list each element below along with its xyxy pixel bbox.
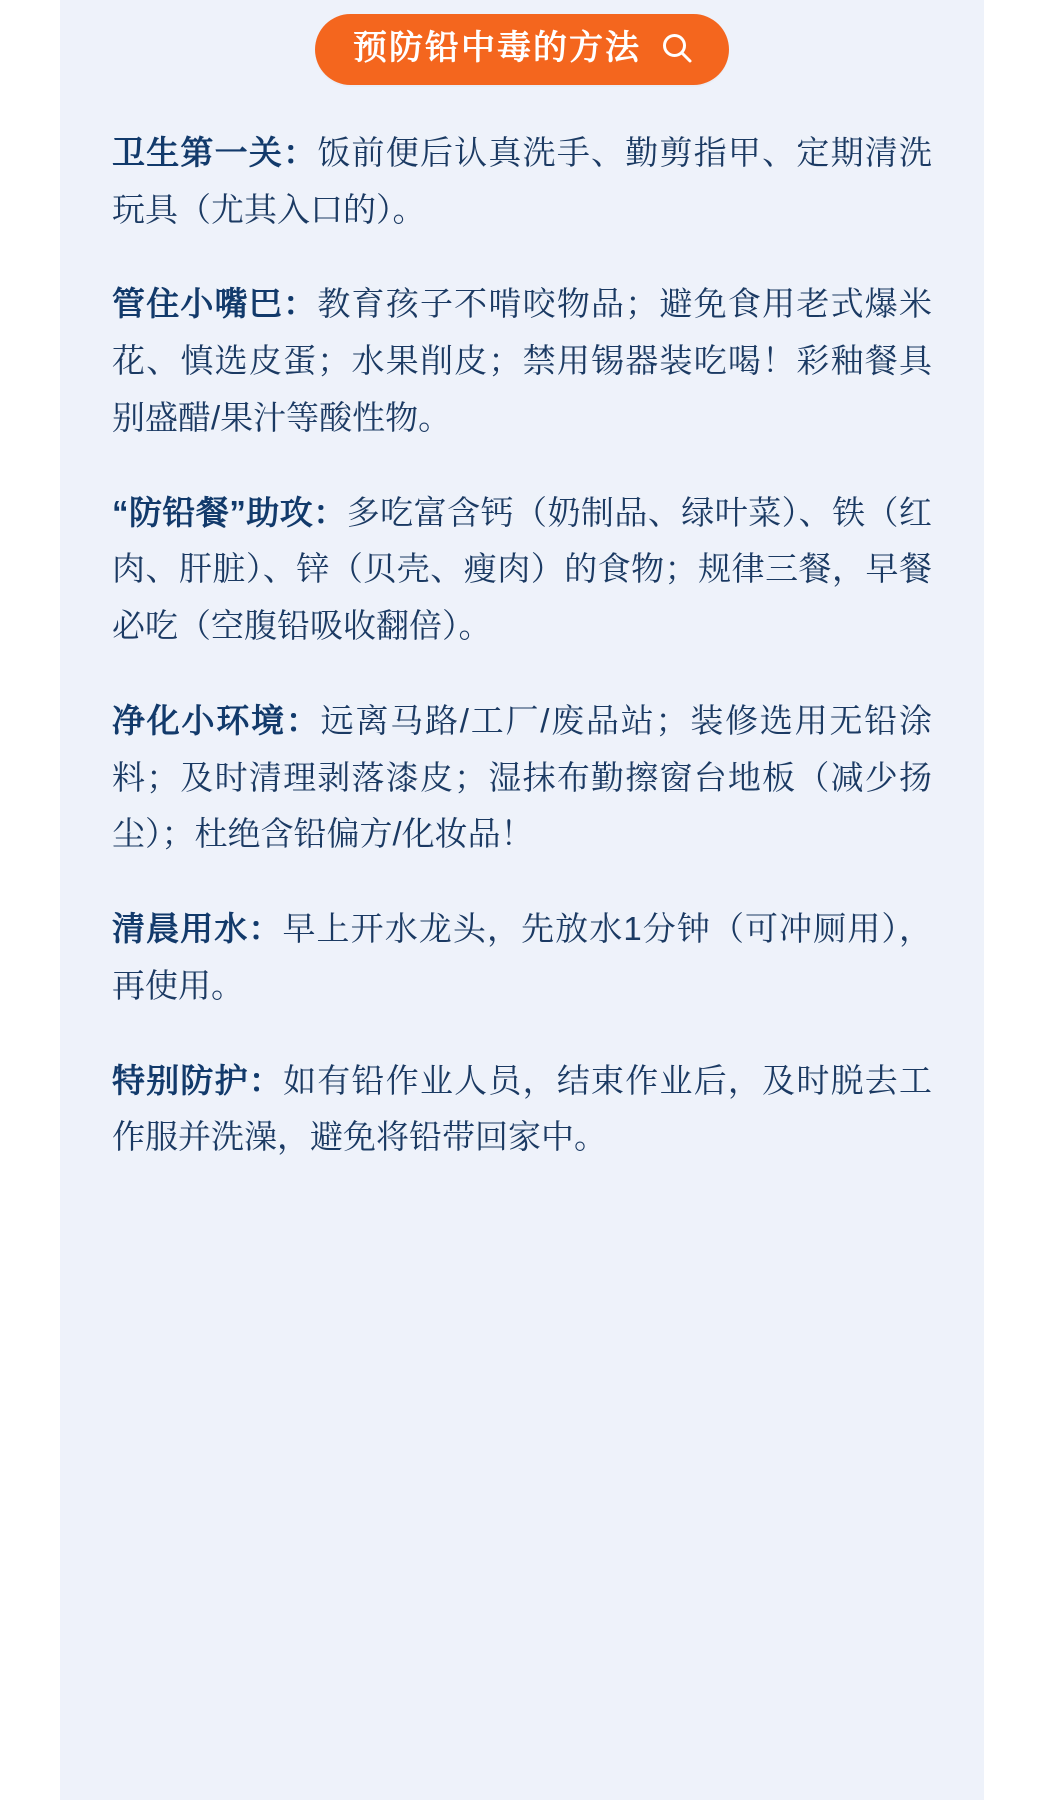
- article-body: [60, 85, 984, 1166]
- page-title: 预防铅中毒的方法: [353, 29, 641, 67]
- section-lead: 卫生第一关：: [112, 133, 318, 171]
- title-bar: [60, 0, 984, 85]
- section-text: 教育孩子不啃咬物品；避免食用老式爆米花、慎选皮蛋；水果削皮；禁用锡器装吃喝！彩釉餐具别盛醋/果汁等酸性物。: [112, 285, 933, 436]
- section-text: 如有铅作业人员，结束作业后，及时脱去工作服并洗澡，避免将铅带回家中。: [112, 1061, 933, 1156]
- section-lead: 特别防护：: [112, 1061, 284, 1099]
- section-paragraph: [112, 693, 932, 863]
- section-text: 远离马路/工厂/废品站；装修选用无铅涂料；及时清理剥落漆皮；湿抹布勤擦窗台地板（减少扬尘）；杜绝含铅偏方/化妆品！: [112, 701, 933, 853]
- section-lead: 管住小嘴巴：: [112, 285, 318, 323]
- section-paragraph: [112, 901, 932, 1015]
- section-text: 多吃富含钙（奶制品、绿叶菜）、铁（红肉、肝脏）、锌（贝壳、瘦肉）的食物；规律三餐，早餐必吃（空腹铅吸收翻倍）。: [112, 493, 933, 645]
- section-lead: “防铅餐”助攻：: [112, 493, 347, 531]
- title-pill: [315, 14, 729, 85]
- section-lead: 清晨用水：: [112, 910, 283, 948]
- section-lead: 净化小环境：: [112, 701, 321, 739]
- section-paragraph: [112, 276, 932, 446]
- search-icon: [659, 30, 695, 66]
- section-paragraph: [112, 485, 932, 655]
- section-paragraph: [112, 125, 932, 239]
- content-card: [60, 0, 984, 1800]
- section-text: 早上开水龙头，先放水1分钟（可冲厕用），再使用。: [112, 910, 933, 1004]
- section-paragraph: [112, 1053, 932, 1167]
- section-text: 饭前便后认真洗手、勤剪指甲、定期清洗玩具（尤其入口的）。: [112, 133, 933, 228]
